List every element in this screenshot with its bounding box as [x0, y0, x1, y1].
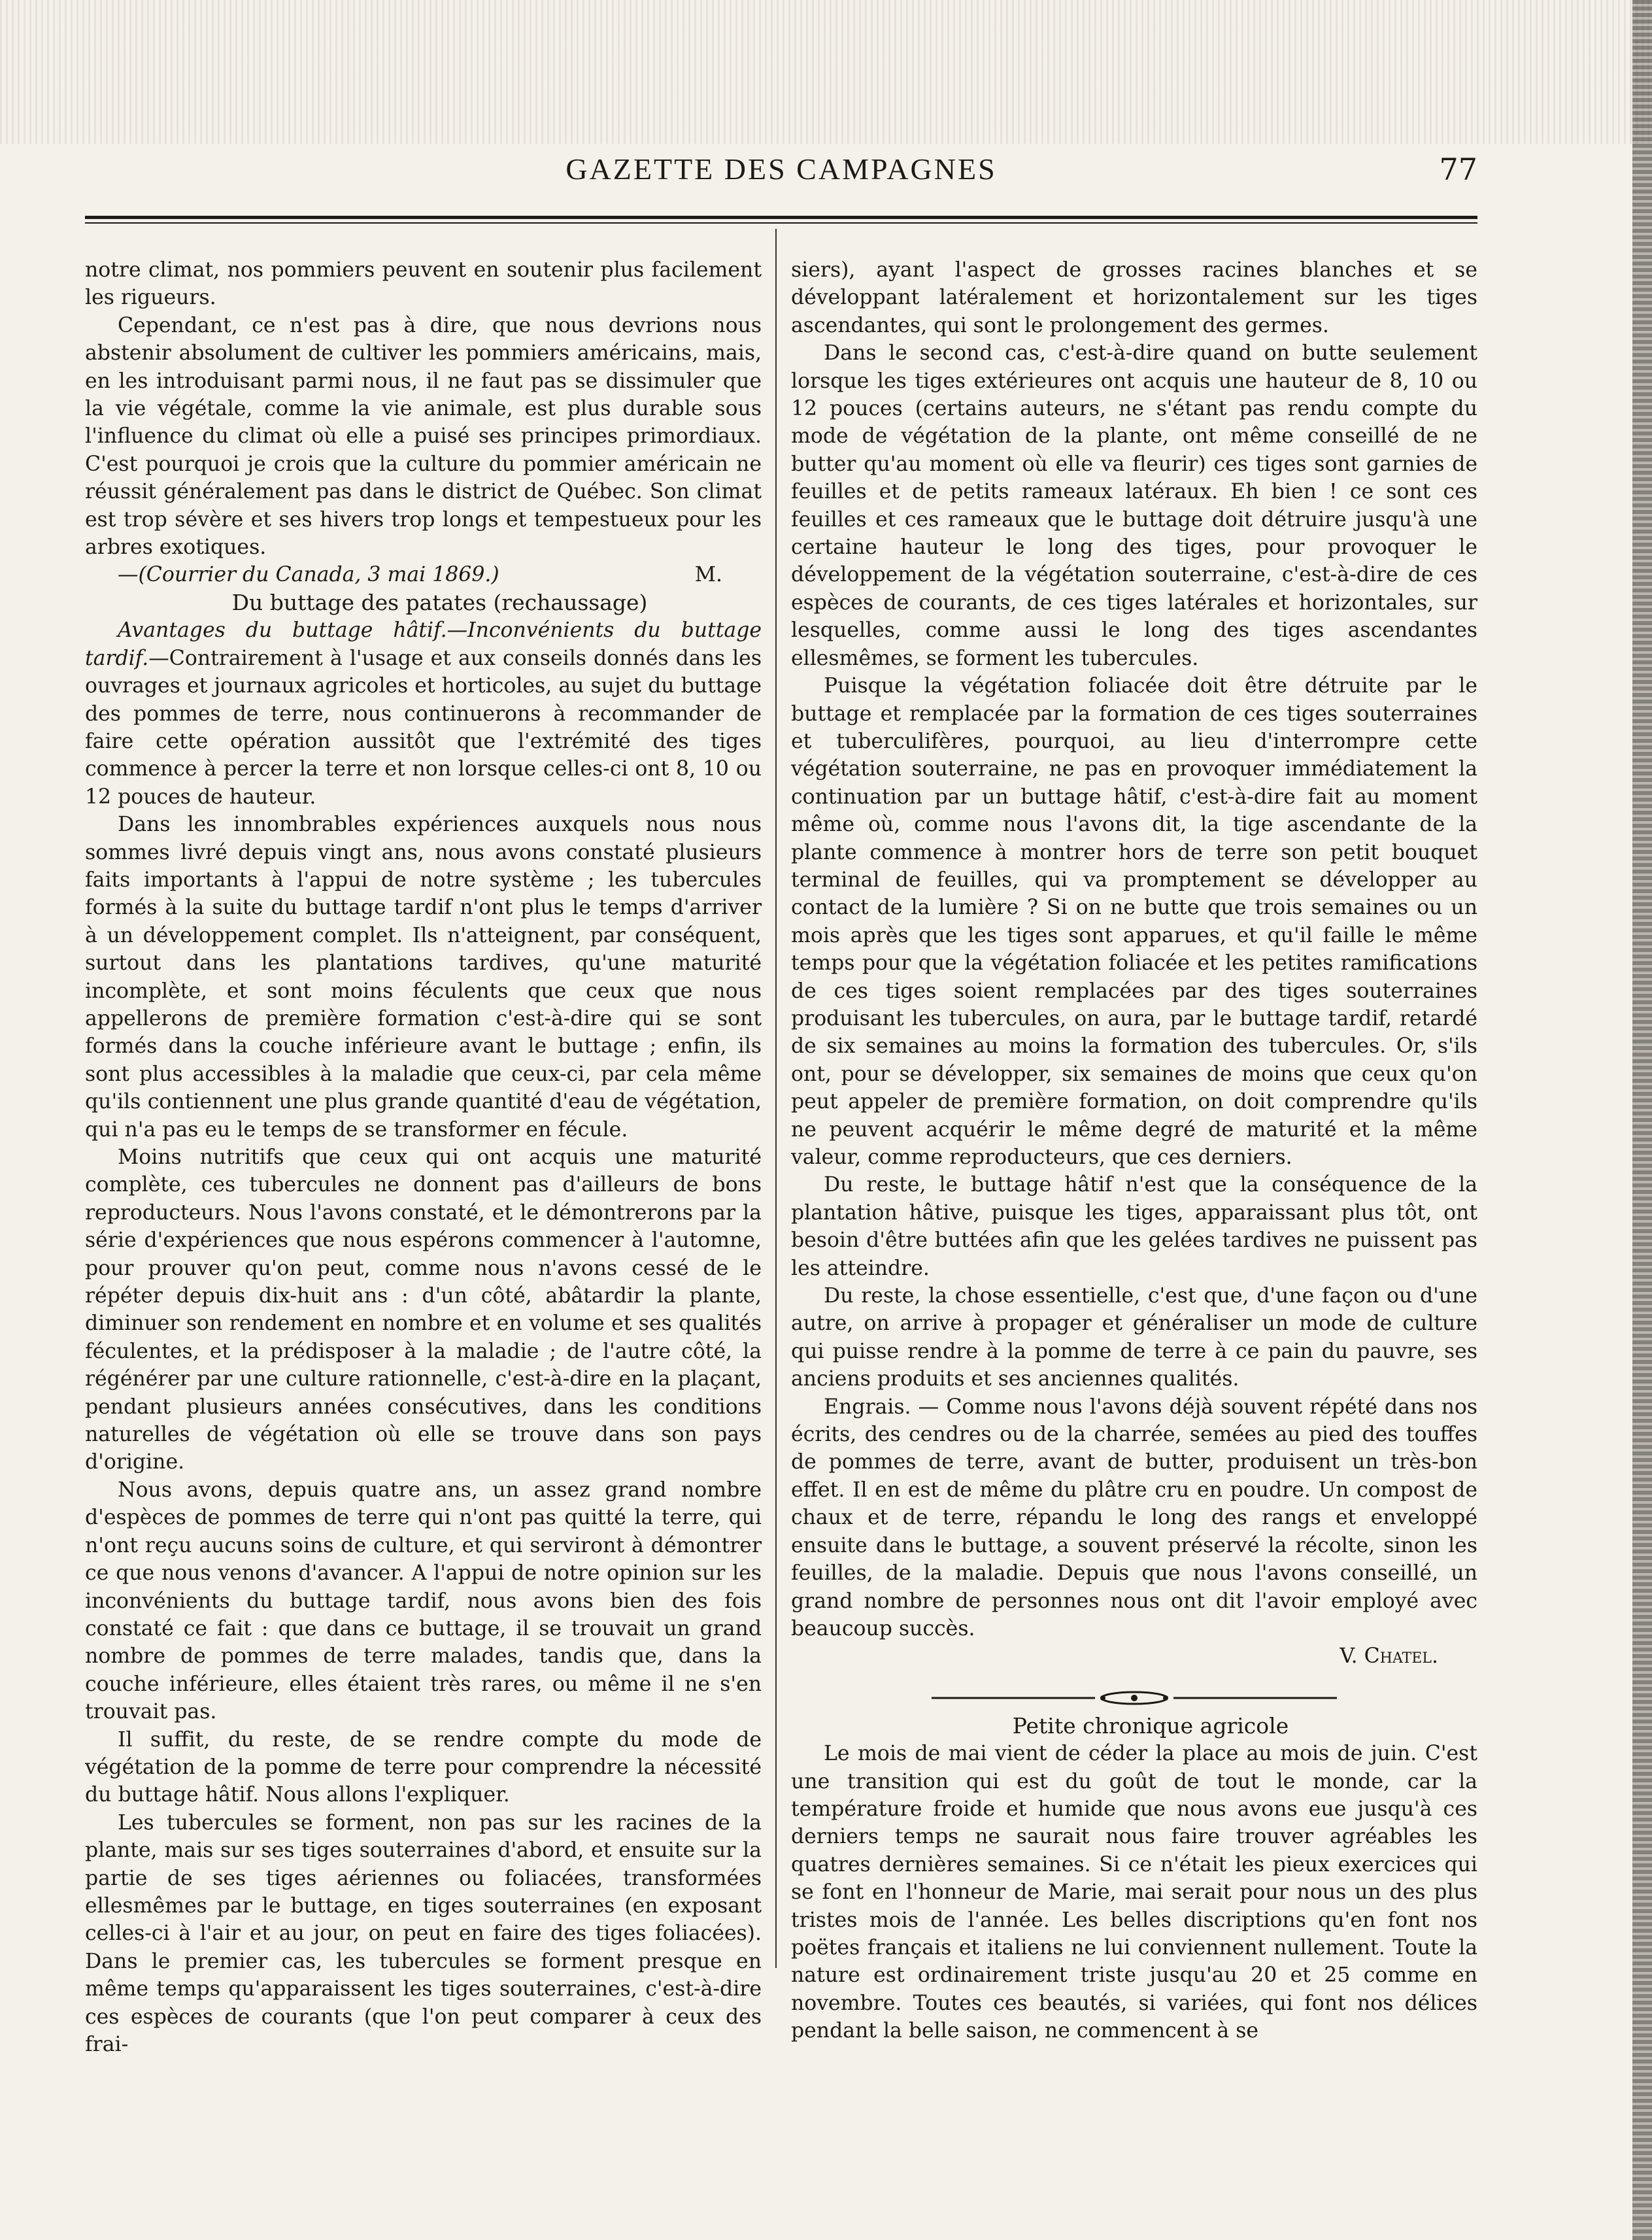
- paragraph: Dans les innombrables expériences auxquels nous nous sommes livré depuis vingt ans, nous avons constaté plusieurs faits importants à l'appui de notre système ; les tubercules formés à la suite du buttage tardif n'ont plus le temps d'arriver à un développement complet. Ils n'atteignent, par conséquent, surtout dans les plantations tardives, qu'une maturité incomplète, et sont moins féculents que ceux que nous appellerons de première formation c'est-à-dire qui se sont formés dans la couche inférieure avant le buttage ; enfin, ils sont plus accessibles à la maladie que ceux-ci, par cela même qu'ils contiennent une plus grande quantité d'eau de végétation, qui n'a pas eu le temps de se transformer en fécule.: [85, 813, 762, 1142]
- article-intro-italic: Avantages du buttage hâtif.—Inconvénients du buttage tardif.: [85, 619, 762, 670]
- header-rule-thin: [85, 222, 1477, 224]
- paragraph: Du reste, la chose essentielle, c'est que, d'une façon ou d'une autre, on arrive à propager et généraliser un mode de culture qui puisse rendre à la pomme de terre à ce pain du pauvre, ses anciens produits et ses anciennes qualités.: [791, 1284, 1477, 1391]
- paragraph: siers), ayant l'aspect de grosses racines blanches et se développant latéralement et horizontalement sur les tiges ascendantes, qui sont le prolongement des germes.: [791, 258, 1477, 337]
- page-header: [85, 152, 1477, 191]
- scan-edge: [1632, 0, 1652, 2240]
- source-citation: —(Courrier du Canada, 3 mai 1869.): [118, 563, 499, 587]
- article-intro-text: —Contrairement à l'usage et aux conseils donnés dans les ouvrages et journaux agricoles et horticoles, au sujet du buttage des pommes de terre, nous continuerons à recommander de faire cette opération aussitôt que l'extrémité des tiges commence à percer la terre et non lorsque celles-ci ont 8, 10 ou 12 pouces de hauteur.: [85, 646, 762, 809]
- paragraph: notre climat, nos pommiers peuvent en soutenir plus facilement les rigueurs.: [85, 258, 762, 310]
- column-divider: [775, 229, 777, 1968]
- paragraph: Engrais. — Comme nous l'avons déjà souvent répété dans nos écrits, des cendres ou de la charrée, semées au pied des touffes de pommes de terre, avant de butter, produisent un très-bon effet. Il en est de même du plâtre cru en poudre. Un compost de chaux et de terre, répandu le long des rangs et enveloppé ensuite dans le buttage, a souvent préservé la récolte, sinon les feuilles, de la maladie. Depuis que nous l'avons conseillé, un grand nombre de personnes nous ont dit l'avoir employé avec beaucoup succès.: [791, 1395, 1477, 1640]
- page-number: 77: [1439, 152, 1477, 187]
- paragraph: Puisque la végétation foliacée doit être détruite par le buttage et remplacée par la formation de ces tiges souterraines et tuberculifères, pourquoi, au lieu d'interrompre cette végétation souterraine, ne pas en provoquer immédiatement la continuation par un buttage hâtif, c'est-à-dire fait au moment même où, comme nous l'avons dit, la tige ascendante de la plante commence à montrer hors de terre son petit bouquet terminal de feuilles, qui va promptement se développer au contact de la lumière ? Si on ne butte que trois semaines ou un mois après que les tiges sont apparues, et qu'il faille le même temps pour que la végétation foliacée et les petites ramifications de ces tiges soient remplacées par des tiges souterraines produisant les tubercules, on aura, par le buttage tardif, retardé de six semaines au moins la formation des tubercules. Or, s'ils ont, pour se développer, six semaines de moins que ceux qu'on peut appeler de première formation, on doit comprendre qu'ils ne peuvent acquérir le même degré de maturité et la même valeur, comme reproducteurs, que ces derniers.: [791, 674, 1477, 1169]
- paragraph: Nous avons, depuis quatre ans, un assez grand nombre d'espèces de pommes de terre qui n'ont pas quitté la terre, qui n'ont reçu aucuns soins de culture, et qui serviront à démontrer ce que nous venons d'avancer. A l'appui de notre opinion sur les inconvénients du buttage tardif, nous avons bien des fois constaté ce fait : que dans ce buttage, il se trouvait un grand nombre de pommes de terre malades, tandis que, dans la couche inférieure, elles étaient très rares, ou même il ne s'en trouvait pas.: [85, 1478, 762, 1724]
- header-rule-thick: [85, 216, 1477, 219]
- article-title: Du buttage des patates (rechaussage): [231, 589, 648, 615]
- scan-noise: [0, 0, 1652, 144]
- paragraph: Le mois de mai vient de céder la place au mois de juin. C'est une transition qui est du goût de tout le monde, car la température froide et humide que nous avons eue jusqu'à ces derniers temps ne saurait nous faire trouver agréables les quatres dernières semaines. Si ce n'était les pieux exercices qui se font en l'honneur de Marie, mai serait pour nous un des plus tristes mois de l'année. Les belles discriptions qu'en font nos poëtes français et italiens ne lui conviennent nullement. Toute la nature est ordinairement triste jusqu'au 20 et 25 comme en novembre. Toutes ces beautés, si variées, qui font nos délices pendant la belle saison, ne commencent à se: [791, 1742, 1477, 2043]
- paragraph: Moins nutritifs que ceux qui ont acquis une maturité complète, ces tubercules ne donnent pas d'ailleurs de bons reproducteurs. Nous l'avons constaté, et le démontrerons par la série d'expériences que nous espérons commencer à l'automne, pour prouver qu'on peut, comme nous n'avons cessé de le répéter depuis dix-huit ans : d'un côté, abâtardir la plante, diminuer son rendement en nombre et en volume et ses qualités féculentes, et la prédisposer à la maladie ; de l'autre côté, la régénérer par une culture rationnelle, c'est-à-dire en la plaçant, pendant plusieurs années consécutives, dans les conditions naturelles de végétation où elle se trouve dans son pays d'origine.: [85, 1145, 762, 1474]
- paragraph: Cependant, ce n'est pas à dire, que nous devrions nous abstenir absolument de cultiver les pommiers américains, mais, en les introduisant parmi nous, il ne faut pas se dissimuler que la vie végétale, comme la vie animale, est plus durable sous l'influence du climat où elle a puisé ses principes primordiaux. C'est pourquoi je crois que la culture du pommier américain ne réussit généralement pas dans le district de Québec. Son climat est trop sévère et ses hivers trop longs et tempestueux pour les arbres exotiques.: [85, 313, 762, 560]
- right-column: [791, 256, 1477, 2045]
- paragraph: Les tubercules se forment, non pas sur les racines de la plante, mais sur ses tiges souterraines d'abord, et ensuite sur la partie de ses tiges aériennes ou foliacées, transformées ellesmêmes par le buttage, en tiges souterraines (en exposant celles-ci à l'air et au jour, on peut en faire des tiges foliacées). Dans le premier cas, les tubercules se forment presque en même temps qu'apparaissent les tiges souterraines, c'est-à-dire ces espèces de courants (que l'on peut comparer à ceux des frai-: [85, 1810, 762, 2056]
- section-title: Petite chronique agricole: [1012, 1712, 1289, 1739]
- article-intro: [85, 617, 762, 811]
- paragraph: Dans le second cas, c'est-à-dire quand on butte seulement lorsque les tiges extérieures ont acquis une hauteur de 8, 10 ou 12 pouces (certains auteurs, ne s'étant pas rendu compte du mode de végétation de la plante, ont même conseillé de ne butter qu'au moment où elle va fleurir) ces tiges sont garnies de feuilles et de petits rameaux latéraux. Eh bien ! ce sont ces feuilles et ces rameaux que le buttage doit détruire jusqu'à une certaine hauteur le long des tiges, pour provoquer le développement de la végétation souterraine, c'est-à-dire de ces espèces de courants, de ces tiges latérales et horizontales, sur lesquelles, comme aussi le long des tiges ascendantes ellesmêmes, se forment les tubercules.: [791, 341, 1477, 670]
- paragraph: Il suffit, du reste, de se rendre compte du mode de végétation de la pomme de terre pour comprendre la nécessité du buttage hâtif. Nous allons l'expliquer.: [85, 1727, 762, 1807]
- ornament-divider: [932, 1690, 1337, 1706]
- left-column: [85, 256, 762, 2058]
- author-signature: V. Chatel.: [1340, 1644, 1438, 1669]
- source-signature: M.: [694, 563, 722, 587]
- source-line: [85, 561, 762, 588]
- publication-title: GAZETTE DES CAMPAGNES: [565, 152, 997, 186]
- paragraph: Du reste, le buttage hâtif n'est que la conséquence de la plantation hâtive, puisque les tiges, apparaissant plus tôt, ont besoin d'être buttées afin que les gelées tardives ne puissent pas les atteindre.: [791, 1173, 1477, 1280]
